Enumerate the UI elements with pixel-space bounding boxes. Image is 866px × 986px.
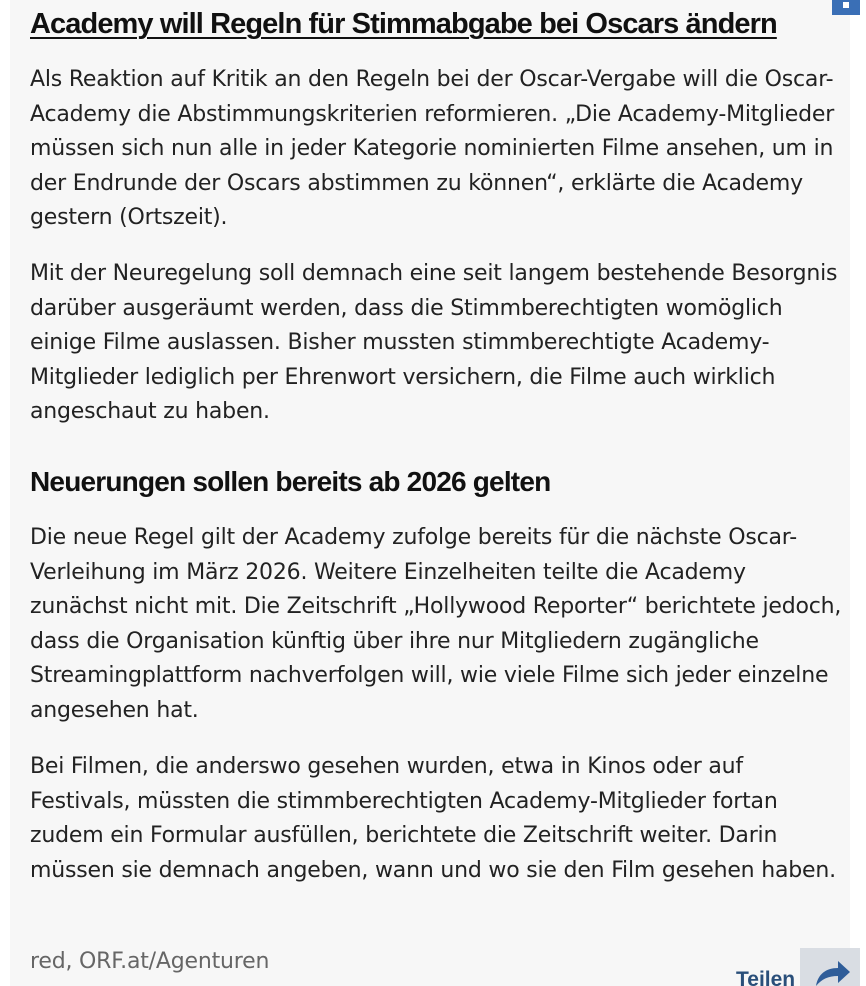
article-panel <box>10 0 850 986</box>
article-paragraph-4: Bei Filmen, die anderswo gesehen wurden, etwa in Kinos oder auf Festivals, müssten die stimmberechtigten Academy-Mitglieder fortan zudem ein Formular ausfüllen, berichtete die Zeitschrift weiter. Darin müssen sie demnach angeben, wann und wo sie den Film gesehen haben. <box>30 754 836 883</box>
article-source: red, ORF.at/Agenturen <box>30 949 270 974</box>
article-subheadline: Neuerungen sollen bereits ab 2026 gelten <box>30 466 551 497</box>
article-headline-link[interactable]: Academy will Regeln für Stimmabgabe bei Oscars ändern <box>30 8 777 40</box>
share-arrow-icon <box>814 958 852 986</box>
article-paragraph-3: Die neue Regel gilt der Academy zufolge bereits für die nächste Oscar-Verleihung im März 2026. Weitere Einzelheiten teilte die Academy zunächst nicht mit. Die Zeitschrift „Hollywood Reporter“ berichtete jedoch, dass die Organisation künftig über ihre nur Mitgliedern zugängliche Streamingplattform nachverfolgen will, wie viele Filme sich jeder einzelne angesehen hat. <box>30 525 842 723</box>
article-paragraph-1: Als Reaktion auf Kritik an den Regeln bei der Oscar-Vergabe will die Oscar-Academy die Abstimmungskriterien reformieren. „Die Academy-Mitglieder müssen sich nun alle in jeder Kategorie nominierten Filme ansehen, um in der Endrunde der Oscars abstimmen zu können“, erklärte die Academy gestern (Ortszeit). <box>30 67 835 231</box>
article-paragraph-2: Mit der Neuregelung soll demnach eine seit langem bestehende Besorgnis darüber ausgeräumt werden, dass die Stimmberechtigten womöglich einige Filme auslassen. Bisher mussten stimmberechtigte Academy-Mitglieder lediglich per Ehrenwort versichern, die Filme auch wirklich angeschaut zu haben. <box>30 261 838 425</box>
share-button[interactable] <box>800 948 860 986</box>
share-label[interactable]: Teilen <box>736 968 796 986</box>
scroll-to-top-marker[interactable] <box>832 0 860 15</box>
